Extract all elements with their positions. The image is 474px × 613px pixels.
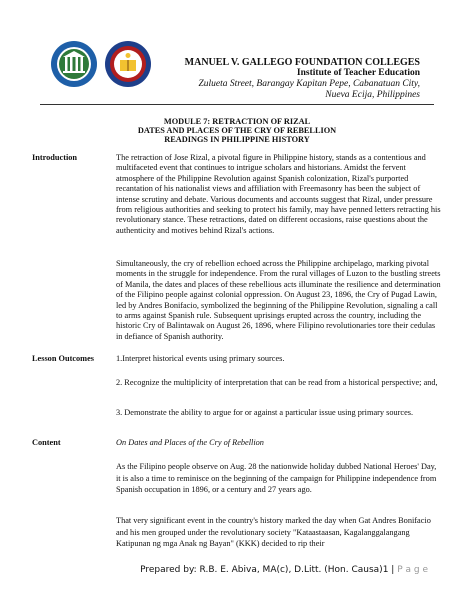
module-subtitle: DATES AND PLACES OF THE CRY OF REBELLION bbox=[137, 126, 337, 135]
address-line-2: Nueva Ecija, Philippines bbox=[325, 90, 420, 100]
introduction-paragraph-1: The retraction of Jose Rizal, a pivotal figure in Philippine history, stands as a contentious and multifaceted event that continues to intrigue scholars and historians. Amidst the fervent atmosphere of the Philippine Revolution against Spanish colonization, Rizal's purported recantation of his nationalist views and affiliation with Freemasonry has been the subject of intense scrutiny and debate. Various documents and accounts suggest that Rizal, under pressure from religious authorities and seeking to protect his family, may have penned letters retracting his revolutionary stance. These retractions, dated on different occasions, raise questions about the authenticity and motives behind Rizal's actions. bbox=[116, 153, 441, 235]
content-subtitle: On Dates and Places of the Cry of Rebellion bbox=[116, 438, 264, 447]
page-number: 1 bbox=[382, 565, 389, 575]
header-divider bbox=[40, 104, 434, 105]
outcome-item: 1.Interpret historical events using primary sources. bbox=[116, 354, 285, 363]
introduction-label: Introduction bbox=[32, 153, 78, 162]
institute-seal-logo bbox=[104, 40, 152, 88]
module-title: MODULE 7: RETRACTION OF RIZAL bbox=[163, 117, 311, 126]
prepared-by-text: Prepared by: R.B. E. Abiva, MA(c), D.Litt. (Hon. Causa) bbox=[140, 565, 383, 575]
content-label: Content bbox=[32, 438, 61, 447]
course-title: READINGS IN PHILIPPINE HISTORY bbox=[164, 135, 310, 144]
outcome-item: 2. Recognize the multiplicity of interpretation that can be read from a historical perspective; and, bbox=[116, 378, 438, 387]
content-paragraph-1: As the Filipino people observe on Aug. 28 the nationwide holiday dubbed National Heroes' Day, it is also a time to reminisce on the beginning of the campaign for Philippine independence from Spanish occupation in 1896, or a century and 27 years ago. bbox=[116, 462, 437, 494]
department-name: Institute of Teacher Education bbox=[296, 68, 420, 78]
institution-name: MANUEL V. GALLEGO FOUNDATION COLLEGES bbox=[184, 57, 420, 68]
lesson-outcomes-label: Lesson Outcomes bbox=[32, 354, 94, 363]
page-word: P a g e bbox=[397, 565, 428, 575]
content-paragraph-2: That very significant event in the country's history marked the day when Gat Andres Bonifacio and his men grouped under the revolutionary society "Kataastaasan, Kagalanggalangang Katipunan ng mga Anak ng Bayan" (KKK) decided to rip their bbox=[116, 516, 431, 548]
introduction-paragraph-2: Simultaneously, the cry of rebellion echoed across the Philippine archipelago, marking pivotal moments in the struggle for independence. From the rural villages of Luzon to the bustling streets of Manila, the dates and places of these rebellious acts illuminate the resilience and determination of the Filipino people against colonial oppression. On August 23, 1896, the Cry of Pugad Lawin, led by Andres Bonifacio, symbolized the beginning of the Philippine Revolution, signaling a call to arms against Spanish rule. Subsequent uprisings erupted across the country, including the historic Cry of Balintawak on August 26, 1896, where Filipino revolutionaries tore their cedulas in defiance of Spanish authority. bbox=[116, 259, 441, 341]
page-separator: | bbox=[391, 565, 395, 575]
page-footer bbox=[140, 565, 428, 575]
college-seal-logo bbox=[50, 40, 98, 88]
address-line-1: Zulueta Street, Barangay Kapitan Pepe, Cabanatuan City, bbox=[198, 79, 420, 89]
outcome-item: 3. Demonstrate the ability to argue for or against a particular issue using primary sources. bbox=[116, 408, 414, 417]
